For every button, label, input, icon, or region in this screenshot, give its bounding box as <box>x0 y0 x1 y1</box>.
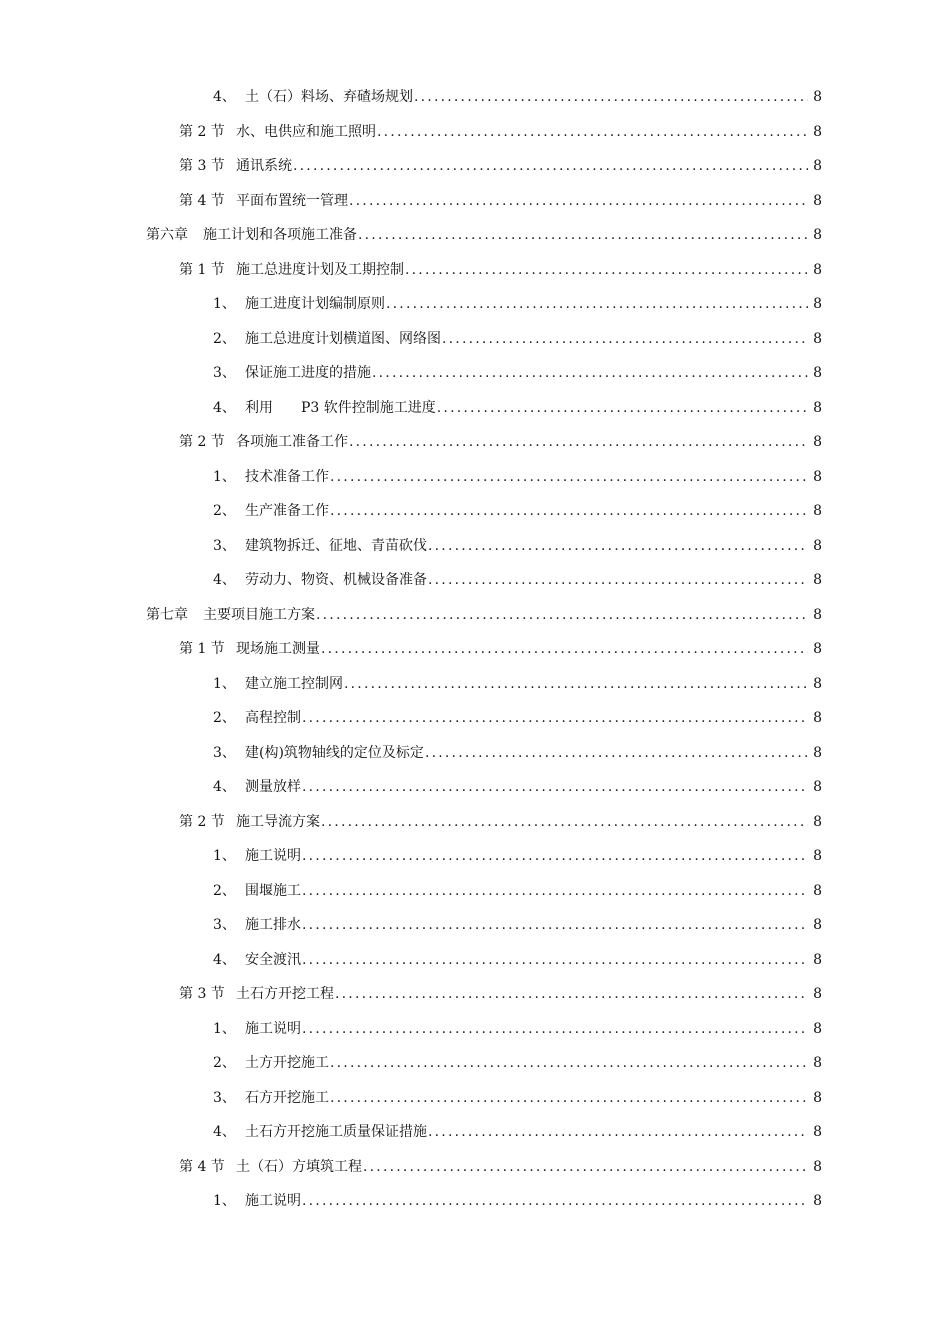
toc-entry[interactable] <box>0 460 950 495</box>
toc-entry-number: 2、 <box>213 1055 236 1072</box>
toc-entry-number: 2、 <box>213 330 236 347</box>
toc-entry-number: 3、 <box>213 917 236 934</box>
toc-entry-title: 施工进度计划编制原则 <box>245 296 385 313</box>
toc-entry-page-number: 8 <box>813 330 822 347</box>
toc-entry-number: 第 4 节 <box>179 1158 225 1175</box>
toc-entry[interactable] <box>0 149 950 184</box>
toc-entry[interactable] <box>0 1184 950 1219</box>
dot-leader <box>349 191 808 211</box>
table-of-contents <box>0 80 950 1219</box>
toc-entry-title: 土方开挖施工 <box>245 1055 329 1072</box>
toc-entry-number: 1、 <box>213 296 236 313</box>
toc-entry-title: 平面布置统一管理 <box>236 192 348 209</box>
toc-entry-title: 土石方开挖工程 <box>236 986 334 1003</box>
toc-entry-page-number: 8 <box>813 399 822 416</box>
toc-entry-number: 4、 <box>213 572 236 589</box>
dot-leader <box>428 536 808 556</box>
dot-leader <box>293 156 808 176</box>
toc-entry-title: 施工说明 <box>245 1020 301 1037</box>
toc-entry-number: 4、 <box>213 399 236 416</box>
toc-entry-number: 第 2 节 <box>179 813 225 830</box>
toc-entry-title: 围堰施工 <box>245 882 301 899</box>
toc-entry-title: 生产准备工作 <box>245 503 329 520</box>
toc-entry-title: 技术准备工作 <box>245 468 329 485</box>
toc-entry[interactable] <box>0 287 950 322</box>
toc-entry-title: 石方开挖施工 <box>245 1089 329 1106</box>
toc-entry-number: 2、 <box>213 710 236 727</box>
toc-entry-number: 1、 <box>213 468 236 485</box>
toc-entry[interactable] <box>0 1150 950 1185</box>
toc-entry-page-number: 8 <box>813 1124 822 1141</box>
toc-entry[interactable] <box>0 701 950 736</box>
dot-leader <box>302 708 808 728</box>
dot-leader <box>442 329 808 349</box>
toc-entry-title: 施工说明 <box>245 1193 301 1210</box>
dot-leader <box>302 846 808 866</box>
toc-entry-page-number: 8 <box>813 123 822 140</box>
toc-entry-page-number: 8 <box>813 296 822 313</box>
toc-entry-page-number: 8 <box>813 1089 822 1106</box>
toc-entry-page-number: 8 <box>813 192 822 209</box>
toc-entry-title: 建立施工控制网 <box>245 675 343 692</box>
toc-entry-title: 主要项目施工方案 <box>203 606 315 623</box>
toc-entry[interactable] <box>0 529 950 564</box>
toc-entry-page-number: 8 <box>813 986 822 1003</box>
toc-entry-title: 土（石）方填筑工程 <box>236 1158 362 1175</box>
toc-entry-page-number: 8 <box>813 1020 822 1037</box>
dot-leader <box>330 1053 808 1073</box>
toc-entry-title: 安全渡汛 <box>245 951 301 968</box>
dot-leader <box>358 225 808 245</box>
toc-entry-number: 第 3 节 <box>179 158 225 175</box>
dot-leader <box>425 743 808 763</box>
toc-entry-number: 第 3 节 <box>179 986 225 1003</box>
toc-entry-number: 第七章 <box>146 606 188 623</box>
toc-entry-page-number: 8 <box>813 89 822 106</box>
toc-entry[interactable] <box>0 805 950 840</box>
toc-entry[interactable] <box>0 1115 950 1150</box>
dot-leader <box>330 1088 808 1108</box>
toc-entry-number: 4、 <box>213 779 236 796</box>
dot-leader <box>330 501 808 521</box>
toc-entry[interactable] <box>0 598 950 633</box>
toc-entry-page-number: 8 <box>813 503 822 520</box>
toc-entry-page-number: 8 <box>813 675 822 692</box>
toc-entry-number: 第 4 节 <box>179 192 225 209</box>
dot-leader <box>321 639 808 659</box>
toc-entry[interactable] <box>0 736 950 771</box>
toc-entry[interactable] <box>0 322 950 357</box>
toc-entry-page-number: 8 <box>813 641 822 658</box>
toc-entry-page-number: 8 <box>813 572 822 589</box>
toc-entry-title: 施工总进度计划及工期控制 <box>236 261 404 278</box>
toc-entry-number: 3、 <box>213 1089 236 1106</box>
dot-leader <box>302 777 808 797</box>
toc-entry-page-number: 8 <box>813 1055 822 1072</box>
dot-leader <box>428 1122 808 1142</box>
toc-entry-number: 第 2 节 <box>179 123 225 140</box>
toc-entry-title: 土（石）料场、弃碴场规划 <box>245 89 413 106</box>
toc-entry[interactable] <box>0 80 950 115</box>
dot-leader <box>316 605 808 625</box>
toc-entry[interactable] <box>0 218 950 253</box>
dot-leader <box>302 881 808 901</box>
dot-leader <box>377 122 808 142</box>
toc-entry-title: 建筑物拆迁、征地、青苗砍伐 <box>245 537 427 554</box>
dot-leader <box>302 915 808 935</box>
toc-entry-title: 施工导流方案 <box>236 813 320 830</box>
toc-entry-title: 各项施工准备工作 <box>236 434 348 451</box>
dot-leader <box>302 950 808 970</box>
toc-entry[interactable] <box>0 770 950 805</box>
toc-entry-number: 第 1 节 <box>179 641 225 658</box>
toc-entry-page-number: 8 <box>813 779 822 796</box>
toc-entry-number: 1、 <box>213 1020 236 1037</box>
toc-entry-title: 建(构)筑物轴线的定位及标定 <box>245 744 424 761</box>
toc-entry-number: 2、 <box>213 503 236 520</box>
toc-entry[interactable] <box>0 943 950 978</box>
toc-entry-number: 4、 <box>213 89 236 106</box>
toc-entry-page-number: 8 <box>813 882 822 899</box>
toc-entry-page-number: 8 <box>813 537 822 554</box>
toc-entry-title: 施工总进度计划横道图、网络图 <box>245 330 441 347</box>
dot-leader <box>302 1019 808 1039</box>
toc-entry[interactable] <box>0 1012 950 1047</box>
toc-entry-page-number: 8 <box>813 813 822 830</box>
toc-entry-title: 劳动力、物资、机械设备准备 <box>245 572 427 589</box>
dot-leader <box>386 294 808 314</box>
toc-entry-page-number: 8 <box>813 158 822 175</box>
toc-entry-page-number: 8 <box>813 606 822 623</box>
toc-entry-title: 施工计划和各项施工准备 <box>203 227 357 244</box>
toc-entry-number: 3、 <box>213 365 236 382</box>
toc-entry[interactable] <box>0 184 950 219</box>
dot-leader <box>344 674 808 694</box>
toc-entry-title: 施工排水 <box>245 917 301 934</box>
toc-entry-number: 第六章 <box>146 227 188 244</box>
toc-entry-number: 3、 <box>213 537 236 554</box>
toc-entry[interactable] <box>0 874 950 909</box>
toc-entry-page-number: 8 <box>813 1158 822 1175</box>
dot-leader <box>330 467 808 487</box>
toc-entry-number: 第 2 节 <box>179 434 225 451</box>
dot-leader <box>302 1191 808 1211</box>
toc-entry[interactable] <box>0 667 950 702</box>
dot-leader <box>335 984 808 1004</box>
toc-entry[interactable] <box>0 356 950 391</box>
toc-entry-title: 施工说明 <box>245 848 301 865</box>
toc-entry-page-number: 8 <box>813 744 822 761</box>
toc-entry[interactable] <box>0 908 950 943</box>
toc-entry-page-number: 8 <box>813 261 822 278</box>
toc-entry-title: 现场施工测量 <box>236 641 320 658</box>
toc-entry-title: 水、电供应和施工照明 <box>236 123 376 140</box>
toc-entry[interactable] <box>0 563 950 598</box>
toc-entry[interactable] <box>0 1046 950 1081</box>
toc-entry-title: 高程控制 <box>245 710 301 727</box>
toc-entry-page-number: 8 <box>813 710 822 727</box>
toc-entry-title: 通讯系统 <box>236 158 292 175</box>
toc-entry[interactable] <box>0 839 950 874</box>
toc-entry-page-number: 8 <box>813 434 822 451</box>
toc-entry[interactable] <box>0 977 950 1012</box>
dot-leader <box>321 812 808 832</box>
toc-entry-number: 1、 <box>213 675 236 692</box>
toc-entry[interactable] <box>0 391 950 426</box>
toc-entry-title: 利用 P3 软件控制施工进度 <box>245 399 436 416</box>
toc-entry-page-number: 8 <box>813 951 822 968</box>
dot-leader <box>349 432 808 452</box>
toc-entry-page-number: 8 <box>813 848 822 865</box>
toc-entry-page-number: 8 <box>813 227 822 244</box>
toc-entry-number: 4、 <box>213 951 236 968</box>
toc-entry-page-number: 8 <box>813 468 822 485</box>
toc-entry-page-number: 8 <box>813 1193 822 1210</box>
toc-entry-page-number: 8 <box>813 917 822 934</box>
toc-entry[interactable] <box>0 115 950 150</box>
toc-entry[interactable] <box>0 1081 950 1116</box>
dot-leader <box>428 570 808 590</box>
toc-entry-page-number: 8 <box>813 365 822 382</box>
toc-entry[interactable] <box>0 253 950 288</box>
toc-entry-title: 测量放样 <box>245 779 301 796</box>
dot-leader <box>372 363 808 383</box>
toc-entry-title: 土石方开挖施工质量保证措施 <box>245 1124 427 1141</box>
dot-leader <box>414 87 808 107</box>
toc-entry-number: 1、 <box>213 1193 236 1210</box>
toc-entry[interactable] <box>0 425 950 460</box>
toc-entry[interactable] <box>0 494 950 529</box>
toc-entry-number: 第 1 节 <box>179 261 225 278</box>
toc-entry[interactable] <box>0 632 950 667</box>
toc-entry-number: 2、 <box>213 882 236 899</box>
toc-entry-number: 1、 <box>213 848 236 865</box>
toc-entry-title: 保证施工进度的措施 <box>245 365 371 382</box>
toc-entry-number: 4、 <box>213 1124 236 1141</box>
toc-entry-number: 3、 <box>213 744 236 761</box>
dot-leader <box>363 1157 808 1177</box>
dot-leader <box>405 260 808 280</box>
dot-leader <box>437 398 808 418</box>
